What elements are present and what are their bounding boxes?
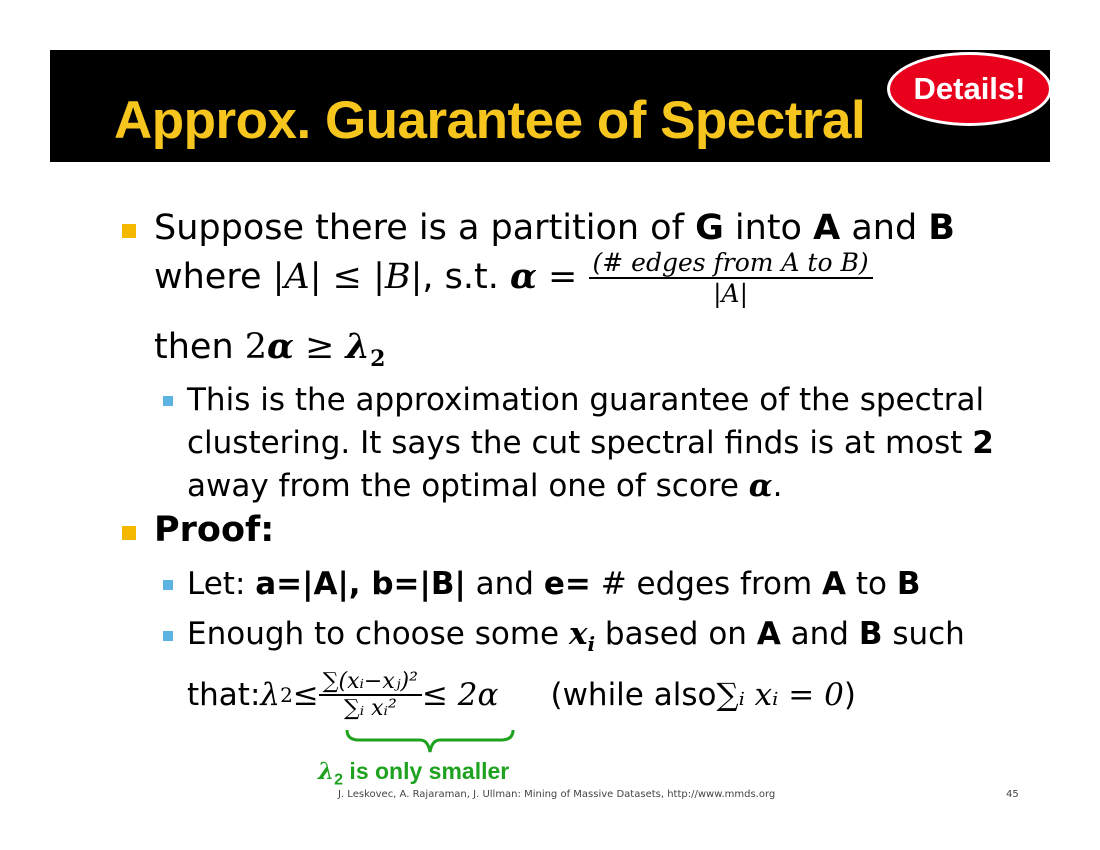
and-text: and [465,566,544,602]
rayleigh-denominator: ∑ᵢ xᵢ² [319,694,422,721]
note-text: is only smaller [343,758,510,784]
let-line [187,566,921,602]
sub1-line1: This is the approximation guarantee of the spectral [187,382,985,418]
sub-bullet-square-icon [163,396,173,406]
e-definition: e= [543,566,591,602]
set-A: A [822,566,847,602]
bullet-square-icon [122,224,136,238]
rayleigh-numerator: ∑(xᵢ−xⱼ)² [322,669,418,694]
set-B: B [928,208,955,248]
rayleigh-fraction [319,669,422,721]
that-text: that: [187,677,261,713]
and-text: and [840,208,929,248]
sub1-line3 [187,468,783,504]
x-subscript: i [587,632,596,657]
sub1-line3-text: away from the optimal one of score [187,468,749,504]
enough-text: Enough to choose some [187,616,569,652]
while-also-text: (while also [550,677,717,713]
lambda-subscript: 2 [370,346,386,372]
let-definitions: a=|A|, b=|B| [255,566,466,602]
based-on-text: based on [595,616,757,652]
slide-title: Approx. Guarantee of Spectral [114,91,866,150]
let-text: Let: [187,566,256,602]
bullet1-line3 [154,326,385,372]
factor-two: 2 [972,425,994,461]
sub1-line2 [187,425,994,461]
annotation-note [318,758,509,790]
close-paren: ) [843,677,856,713]
graph-G: G [695,208,724,248]
st-text: , s.t. [422,257,510,297]
eq-sign: = [536,257,589,297]
ge-sign: ≥ [293,327,346,367]
bullet1-text: Suppose there is a partition of [154,208,696,248]
and-text: and [780,616,859,652]
set-A: A [756,616,781,652]
sub1-line2-text: clustering. It says the cut spectral finds is at most [187,425,973,461]
bullet1-line2 [154,248,873,308]
page-number: 45 [1006,789,1019,800]
then-text: then [154,327,245,367]
alpha-symbol: α [748,468,773,504]
two: 2 [244,327,268,367]
edges-text: # edges from [590,566,823,602]
le-sign: ≤ [321,257,374,297]
alpha-symbol: α [509,256,537,297]
lambda-subscript: 2 [280,683,293,707]
alpha-fraction [589,248,873,308]
formula-line [187,660,856,730]
abs-A: |A| [272,257,322,297]
where-text: where [154,257,273,297]
fraction-denominator: |A| [589,277,873,308]
proof-heading: Proof: [154,510,275,550]
period: . [772,468,783,504]
to-text: to [846,566,897,602]
enough-line [187,616,965,656]
sum-constraint: ∑ᵢ xᵢ = 0 [716,677,844,713]
lambda-symbol: λ [260,677,281,713]
lambda-symbol: λ [345,326,371,367]
alpha-symbol: α [267,326,294,367]
lambda-symbol: λ [318,758,335,785]
set-B: B [858,616,883,652]
into-text: into [723,208,814,248]
green-brace-icon [345,726,515,756]
fraction-numerator: (# edges from A to B) [592,248,869,277]
set-A: A [813,208,841,248]
footer-citation: J. Leskovec, A. Rajaraman, J. Ullman: Mining of Massive Datasets, http://www.mmds.org [338,789,776,800]
abs-B: |B| [373,257,423,297]
set-B: B [896,566,921,602]
bullet1-line1 [154,208,955,248]
sub-bullet-square-icon [163,580,173,590]
le-two-alpha: ≤ 2α [421,677,499,713]
bullet-square-icon [122,526,136,540]
lambda-subscript: 2 [334,771,344,789]
such-text: such [882,616,965,652]
details-badge: Details! [887,52,1052,126]
le-sign: ≤ [292,677,319,713]
x-variable: x [568,616,588,652]
sub-bullet-square-icon [163,631,173,641]
